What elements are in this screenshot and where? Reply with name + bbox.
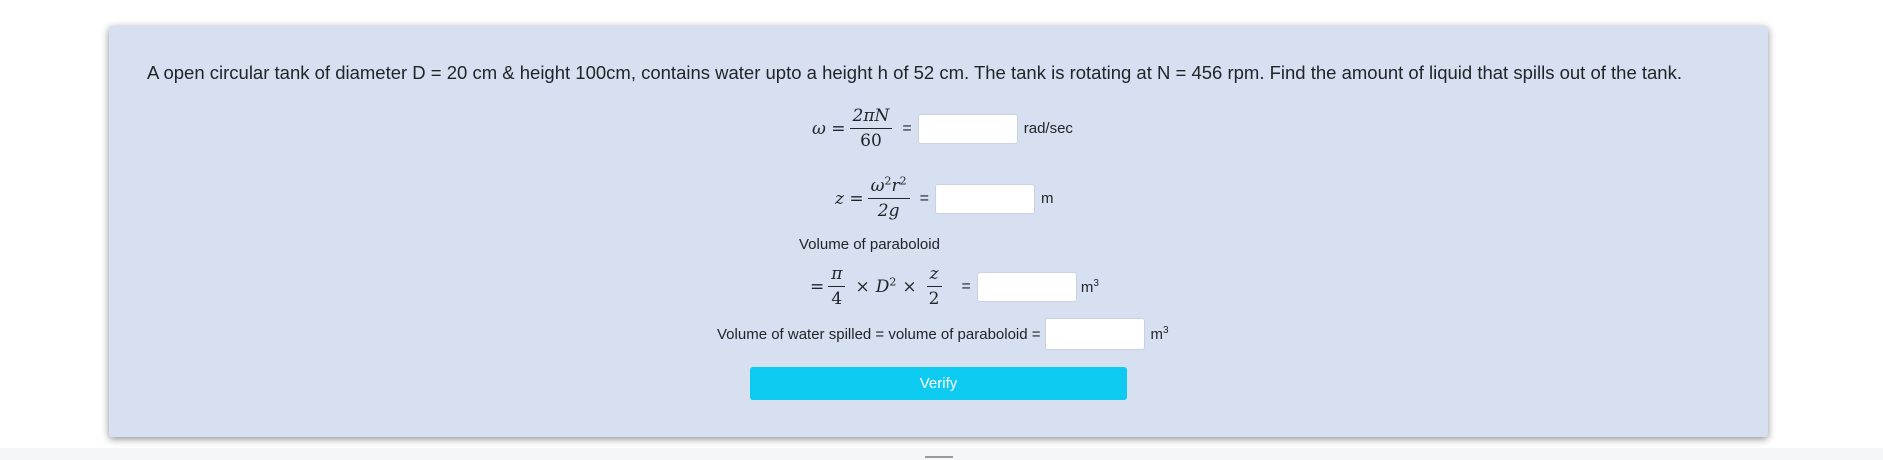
paraboloid-row	[810, 264, 1099, 309]
z-half-numerator: z	[927, 264, 942, 287]
z-num-omega-exp: 2	[884, 174, 892, 188]
spilled-input[interactable]	[1045, 318, 1145, 350]
question-text: A open circular tank of diameter D = 20 cm & height 100cm, contains water upto a height h of 52 cm. The tank is rotating at N = 456 rpm. Find the amount of liquid that spills out of the tank.	[147, 62, 1682, 83]
z-over-2-fraction	[927, 264, 942, 309]
z-num-omega: ω	[870, 176, 885, 196]
spilled-unit	[1151, 325, 1169, 343]
times-2: ×	[902, 276, 917, 297]
spilled-unit-base: m	[1150, 326, 1164, 343]
paraboloid-lhs: =	[810, 276, 825, 297]
paraboloid-input[interactable]	[977, 272, 1077, 302]
pi-over-4-fraction	[828, 264, 845, 309]
z-num-r: r	[891, 176, 900, 196]
diameter-letter: D	[875, 276, 890, 297]
paraboloid-label: Volume of paraboloid	[799, 236, 940, 253]
spilled-unit-exp: 3	[1163, 325, 1169, 336]
verify-button[interactable]: Verify	[750, 367, 1127, 400]
omega-input[interactable]	[918, 114, 1018, 144]
question-card	[109, 26, 1768, 437]
omega-numerator: 2πN	[850, 106, 893, 129]
spilled-label: Volume of water spilled = volume of paraboloid =	[717, 325, 1041, 343]
omega-lhs: ω =	[812, 118, 846, 139]
times-1: ×	[855, 276, 870, 297]
omega-fraction	[850, 106, 893, 151]
paraboloid-unit	[1081, 278, 1099, 296]
z-numerator	[868, 176, 910, 199]
z-denominator: 2g	[877, 201, 900, 221]
bottom-bar	[0, 448, 1883, 460]
z-unit: m	[1040, 190, 1054, 207]
paraboloid-unit-base: m	[1080, 278, 1094, 296]
omega-denominator: 60	[860, 131, 882, 151]
z-lhs: z =	[835, 188, 864, 209]
z-input[interactable]	[935, 184, 1035, 214]
diameter-exp: 2	[889, 274, 897, 288]
z-half-denominator: 2	[928, 289, 940, 309]
omega-equals: =	[902, 119, 912, 137]
pi-numerator: π	[828, 264, 845, 287]
z-equals: =	[919, 189, 929, 207]
omega-unit: rad/sec	[1023, 120, 1073, 137]
z-row	[835, 176, 1053, 221]
drag-handle-icon[interactable]	[925, 456, 953, 458]
diameter-symbol	[875, 274, 897, 297]
paraboloid-equals: =	[961, 277, 971, 295]
pi-denominator: 4	[831, 289, 843, 309]
paraboloid-unit-exp: 3	[1093, 277, 1099, 289]
z-num-r-exp: 2	[899, 174, 907, 188]
z-fraction	[868, 176, 910, 221]
omega-row	[812, 106, 1073, 151]
spilled-row	[717, 318, 1169, 350]
